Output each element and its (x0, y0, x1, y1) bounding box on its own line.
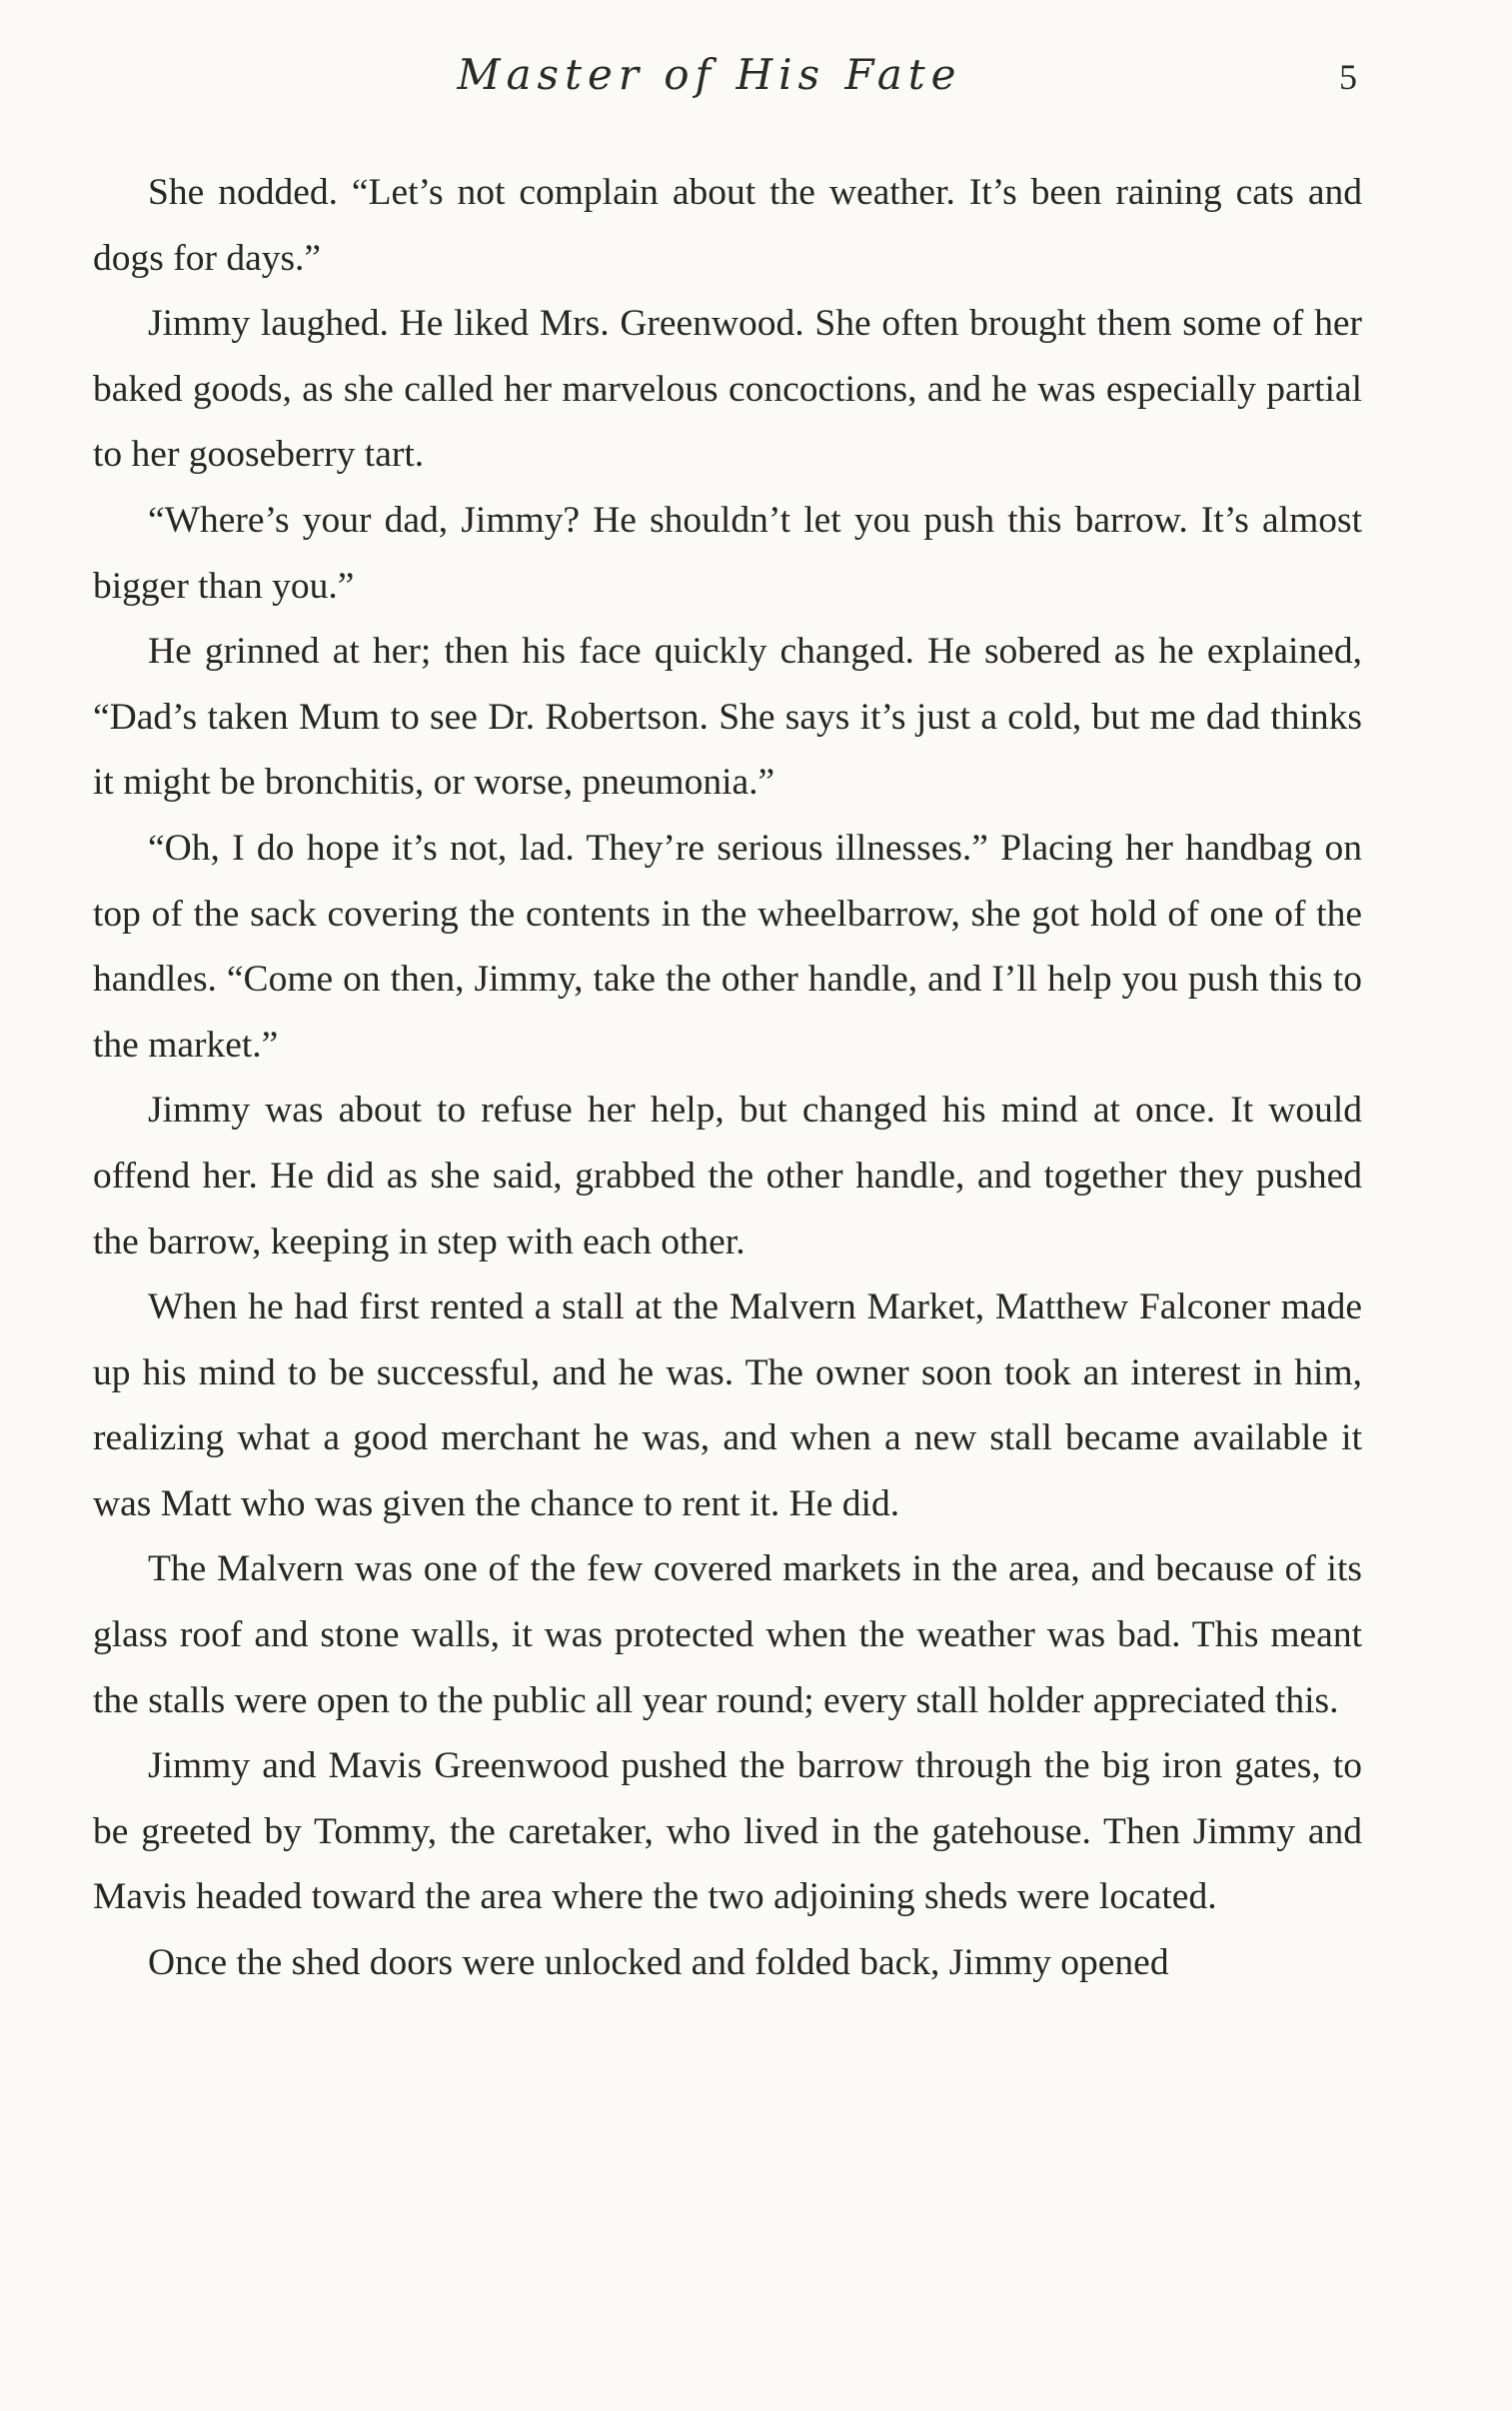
running-title: Master of His Fate (457, 50, 962, 99)
page-number: 5 (1339, 57, 1357, 97)
paragraph: She nodded. “Let’s not complain about the weather. It’s been raining cats and dogs for days.” (93, 172, 1362, 279)
running-head (0, 44, 1512, 114)
paragraph: Jimmy was about to refuse her help, but changed his mind at once. It would offend her. He did as she said, grabbed the other handle, and together they pushed the barrow, keeping in step with each other. (93, 1090, 1362, 1262)
paragraph: Jimmy and Mavis Greenwood pushed the barrow through the big iron gates, to be greeted by Tommy, the caretaker, who lived in the gatehouse. Then Jimmy and Mavis headed toward the area where the two adjoining sheds were located. (93, 1745, 1362, 1918)
paragraph: “Where’s your dad, Jimmy? He shouldn’t let you push this barrow. It’s almost bigger than you.” (93, 499, 1362, 607)
paragraph: When he had first rented a stall at the Malvern Market, Matthew Falconer made up his mind to be successful, and he was. The owner soon took an interest in him, realizing what a good merchant he was, and when a new stall became available it was Matt who was given the chance to rent it. He did. (93, 1286, 1362, 1524)
paragraph: Jimmy laughed. He liked Mrs. Greenwood. She often brought them some of her baked goods, as she called her marvelous concoctions, and he was especially partial to her gooseberry tart. (93, 303, 1362, 476)
body-text (93, 160, 1362, 1996)
paragraph: The Malvern was one of the few covered markets in the area, and because of its glass roof and stone walls, it was protected when the weather was bad. This meant the stalls were open to the public all year round; every stall holder appreciated this. (93, 1548, 1362, 1721)
paragraph: He grinned at her; then his face quickly changed. He sobered as he explained, “Dad’s taken Mum to see Dr. Robertson. She says it’s just a cold, but me dad thinks it might be bronchitis, or worse, pneumonia.” (93, 631, 1362, 804)
paragraph: Once the shed doors were unlocked and folded back, Jimmy opened (148, 1942, 1169, 1984)
paragraph: “Oh, I do hope it’s not, lad. They’re serious illnesses.” Placing her handbag on top of the sack covering the contents in the wheelbarrow, she got hold of one of the handles. “Come on then, Jimmy, take the other handle, and I’ll help you push this to the market.” (93, 827, 1362, 1066)
